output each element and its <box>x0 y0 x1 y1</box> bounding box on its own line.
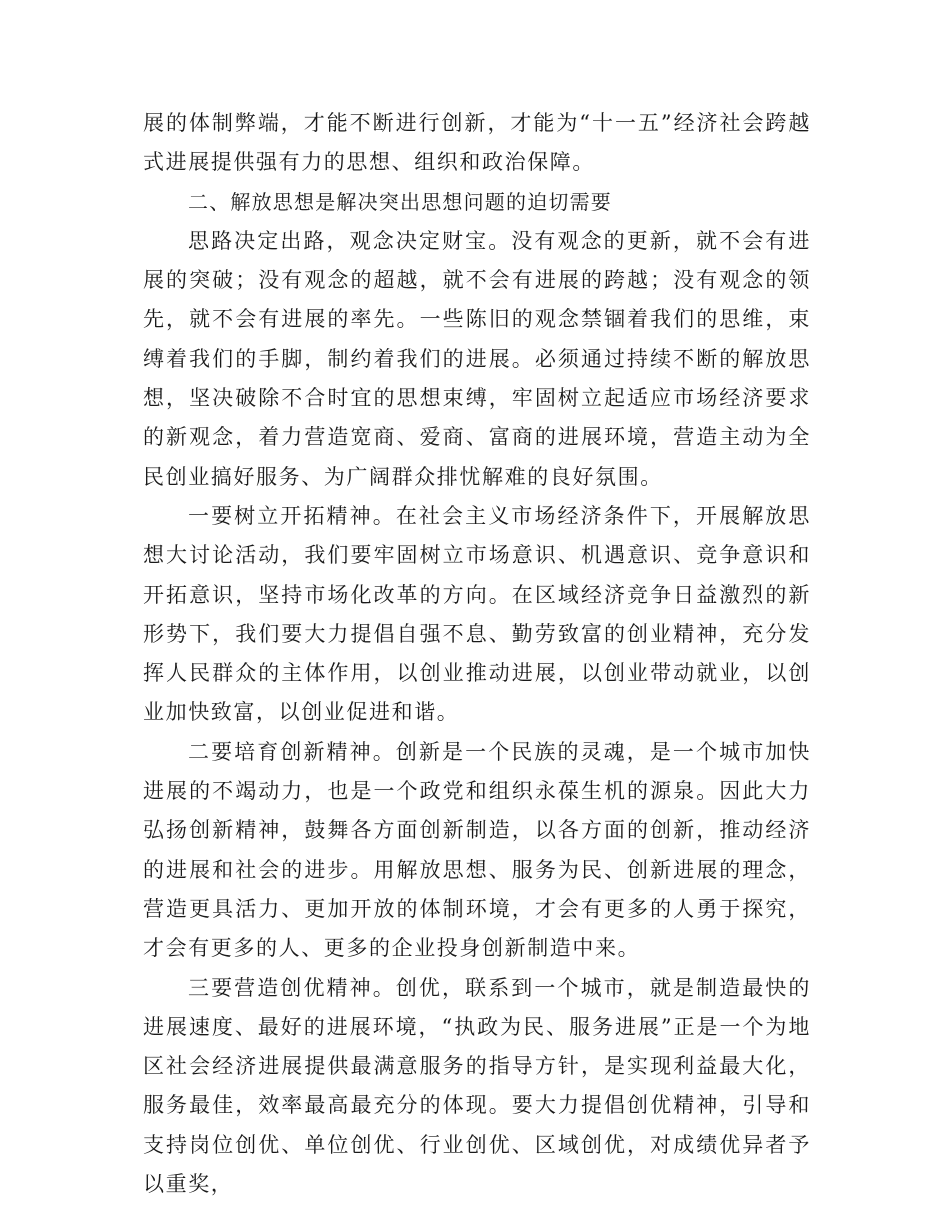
paragraph: 思路决定出路，观念决定财宝。没有观念的更新，就不会有进展的突破；没有观念的超越，就不会有进展的跨越；没有观念的领先，就不会有进展的率先。一些陈旧的观念禁锢着我们的思维，束缚着我们的手脚，制约着我们的进展。必须通过持续不断的解放思想，坚决破除不合时宜的思想束缚，牢固树立起适应市场经济要求的新观念，着力营造宽商、爱商、富商的进展环境，营造主动为全民创业搞好服务、为广阔群众排忧解难的良好氛围。 <box>143 228 811 489</box>
document-body <box>143 104 811 1204</box>
paragraph: 三要营造创优精神。创优，联系到一个城市，就是制造最快的进展速度、最好的进展环境，“执政为民、服务进展”正是一个为地区社会经济进展提供最满意服务的指导方针，是实现利益最大化，服务最佳，效率最高最充分的体现。要大力提倡创优精神，引导和支持岗位创优、单位创优、行业创优、区域创优，对成绩优异者予以重奖， <box>143 975 811 1197</box>
section-heading: 二、解放思想是解决突出思想问题的迫切需要 <box>188 189 612 214</box>
paragraph-continuation: 展的体制弊端，才能不断进行创新，才能为“十一五”经济社会跨越式进展提供强有力的思想、组织和政治保障。 <box>143 111 812 175</box>
paragraph: 二要培育创新精神。创新是一个民族的灵魂，是一个城市加快进展的不竭动力，也是一个政党和组织永葆生机的源泉。因此大力弘扬创新精神，鼓舞各方面创新制造，以各方面的创新，推动经济的进展和社会的进步。用解放思想、服务为民、创新进展的理念，营造更具活力、更加开放的体制环境，才会有更多的人勇于探究，才会有更多的人、更多的企业投身创新制造中来。 <box>143 739 811 961</box>
paragraph: 一要树立开拓精神。在社会主义市场经济条件下，开展解放思想大讨论活动，我们要牢固树立市场意识、机遇意识、竞争意识和开拓意识，坚持市场化改革的方向。在区域经济竞争日益激烈的新形势下，我们要大力提倡自强不息、勤劳致富的创业精神，充分发挥人民群众的主体作用，以创业推动进展，以创业带动就业，以创业加快致富，以创业促进和谐。 <box>143 503 811 725</box>
